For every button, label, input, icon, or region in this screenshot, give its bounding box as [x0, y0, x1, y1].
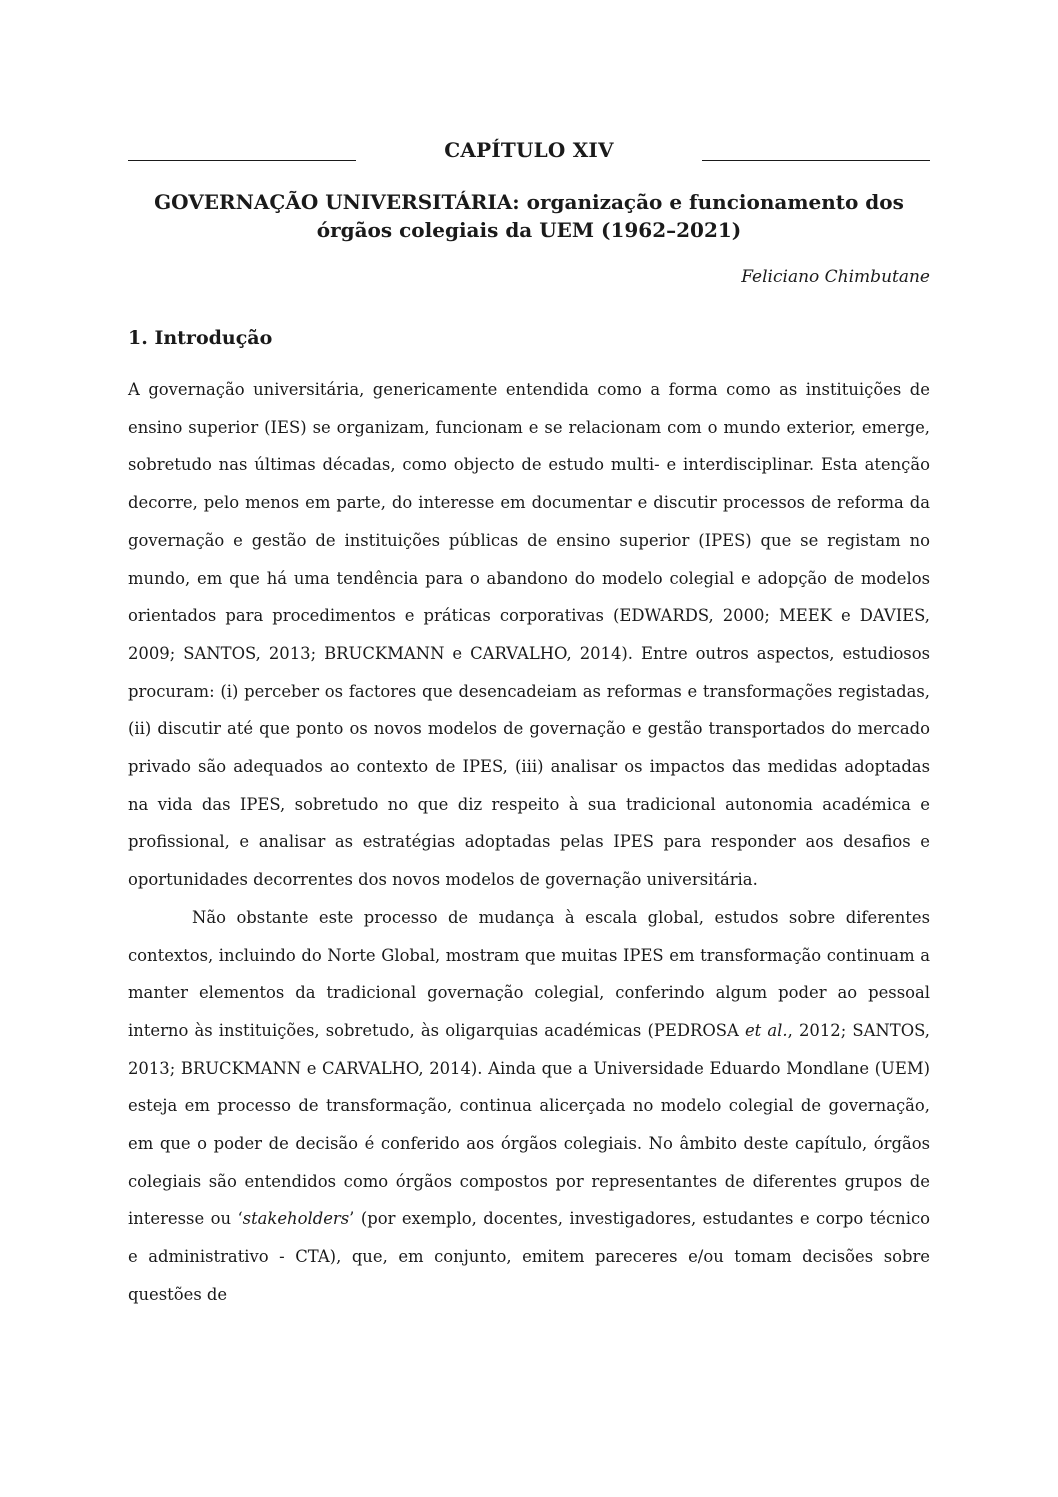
paragraph-2-part-a: Não obstante este processo de mudança à escala global, estudos sobre diferentes contextos, incluindo do Norte Global, mostram que muitas IPES em transformação continuam a manter elementos da tradicional governação colegial, conferindo algum poder ao pessoal interno às instituições, sobretudo, às oligarquias académicas (PEDROSA — [128, 907, 930, 1040]
paragraph-2-part-b: , 2012; SANTOS, 2013; BRUCKMANN e CARVALHO, 2014). Ainda que a Universidade Eduardo Mondlane (UEM) esteja em processo de transformação, continua alicerçada no modelo colegial de governação, em que o poder de decisão é conferido aos órgãos colegiais. No âmbito deste capítulo, órgãos colegiais são entendidos como órgãos compostos por representantes de diferentes grupos de interesse ou ‘ — [128, 1020, 930, 1229]
chapter-title-line-2: órgãos colegiais da UEM (1962–2021) — [316, 218, 742, 242]
stakeholders-italic: stakeholders — [242, 1209, 350, 1229]
left-rule — [128, 160, 356, 161]
paragraph-1: A governação universitária, genericamente entendida como a forma como as instituições de ensino superior (IES) se organizam, funcionam e se relacionam com o mundo exterior, emerge, sobretudo nas últimas décadas, como objecto de estudo multi- e interdisciplinar. Esta atenção decorre, pelo menos em parte, do interesse em documentar e discutir processos de reforma da governação e gestão de instituições públicas de ensino superior (IPES) que se registam no mundo, em que há uma tendência para o abandono do modelo colegial e adopção de modelos orientados para procedimentos e práticas corporativas (EDWARDS, 2000; MEEK e DAVIES, 2009; SANTOS, 2013; BRUCKMANN e CARVALHO, 2014). Entre outros aspectos, estudiosos procuram: (i) perceber os factores que desencadeiam as reformas e transformações registadas, (ii) discutir até que ponto os novos modelos de governação e gestão transportados do mercado privado são adequados ao contexto de IPES, (iii) analisar os impactos das medidas adoptadas na vida das IPES, sobretudo no que diz respeito à sua tradicional autonomia académica e profissional, e analisar as estratégias adoptadas pelas IPES para responder aos desafios e oportunidades decorrentes dos novos modelos de governação universitária. — [128, 380, 930, 890]
et-al-italic: et al. — [744, 1020, 788, 1040]
right-rule — [702, 160, 930, 161]
body-text — [128, 371, 930, 1314]
chapter-label: CAPÍTULO XIV — [444, 138, 614, 162]
author-name: Feliciano Chimbutane — [741, 267, 930, 287]
section-heading: 1. Introdução — [128, 327, 273, 349]
chapter-title-line-1: GOVERNAÇÃO UNIVERSITÁRIA: organização e funcionamento dos — [154, 190, 904, 214]
chapter-title — [128, 188, 930, 244]
chapter-header — [128, 138, 930, 168]
paragraph-2-part-c: ’ (por exemplo, docentes, investigadores, estudantes e corpo técnico e administrativo - CTA), que, em conjunto, emitem pareceres e/ou tomam decisões sobre questões de — [128, 1209, 930, 1304]
paragraph-2 — [128, 899, 930, 1314]
